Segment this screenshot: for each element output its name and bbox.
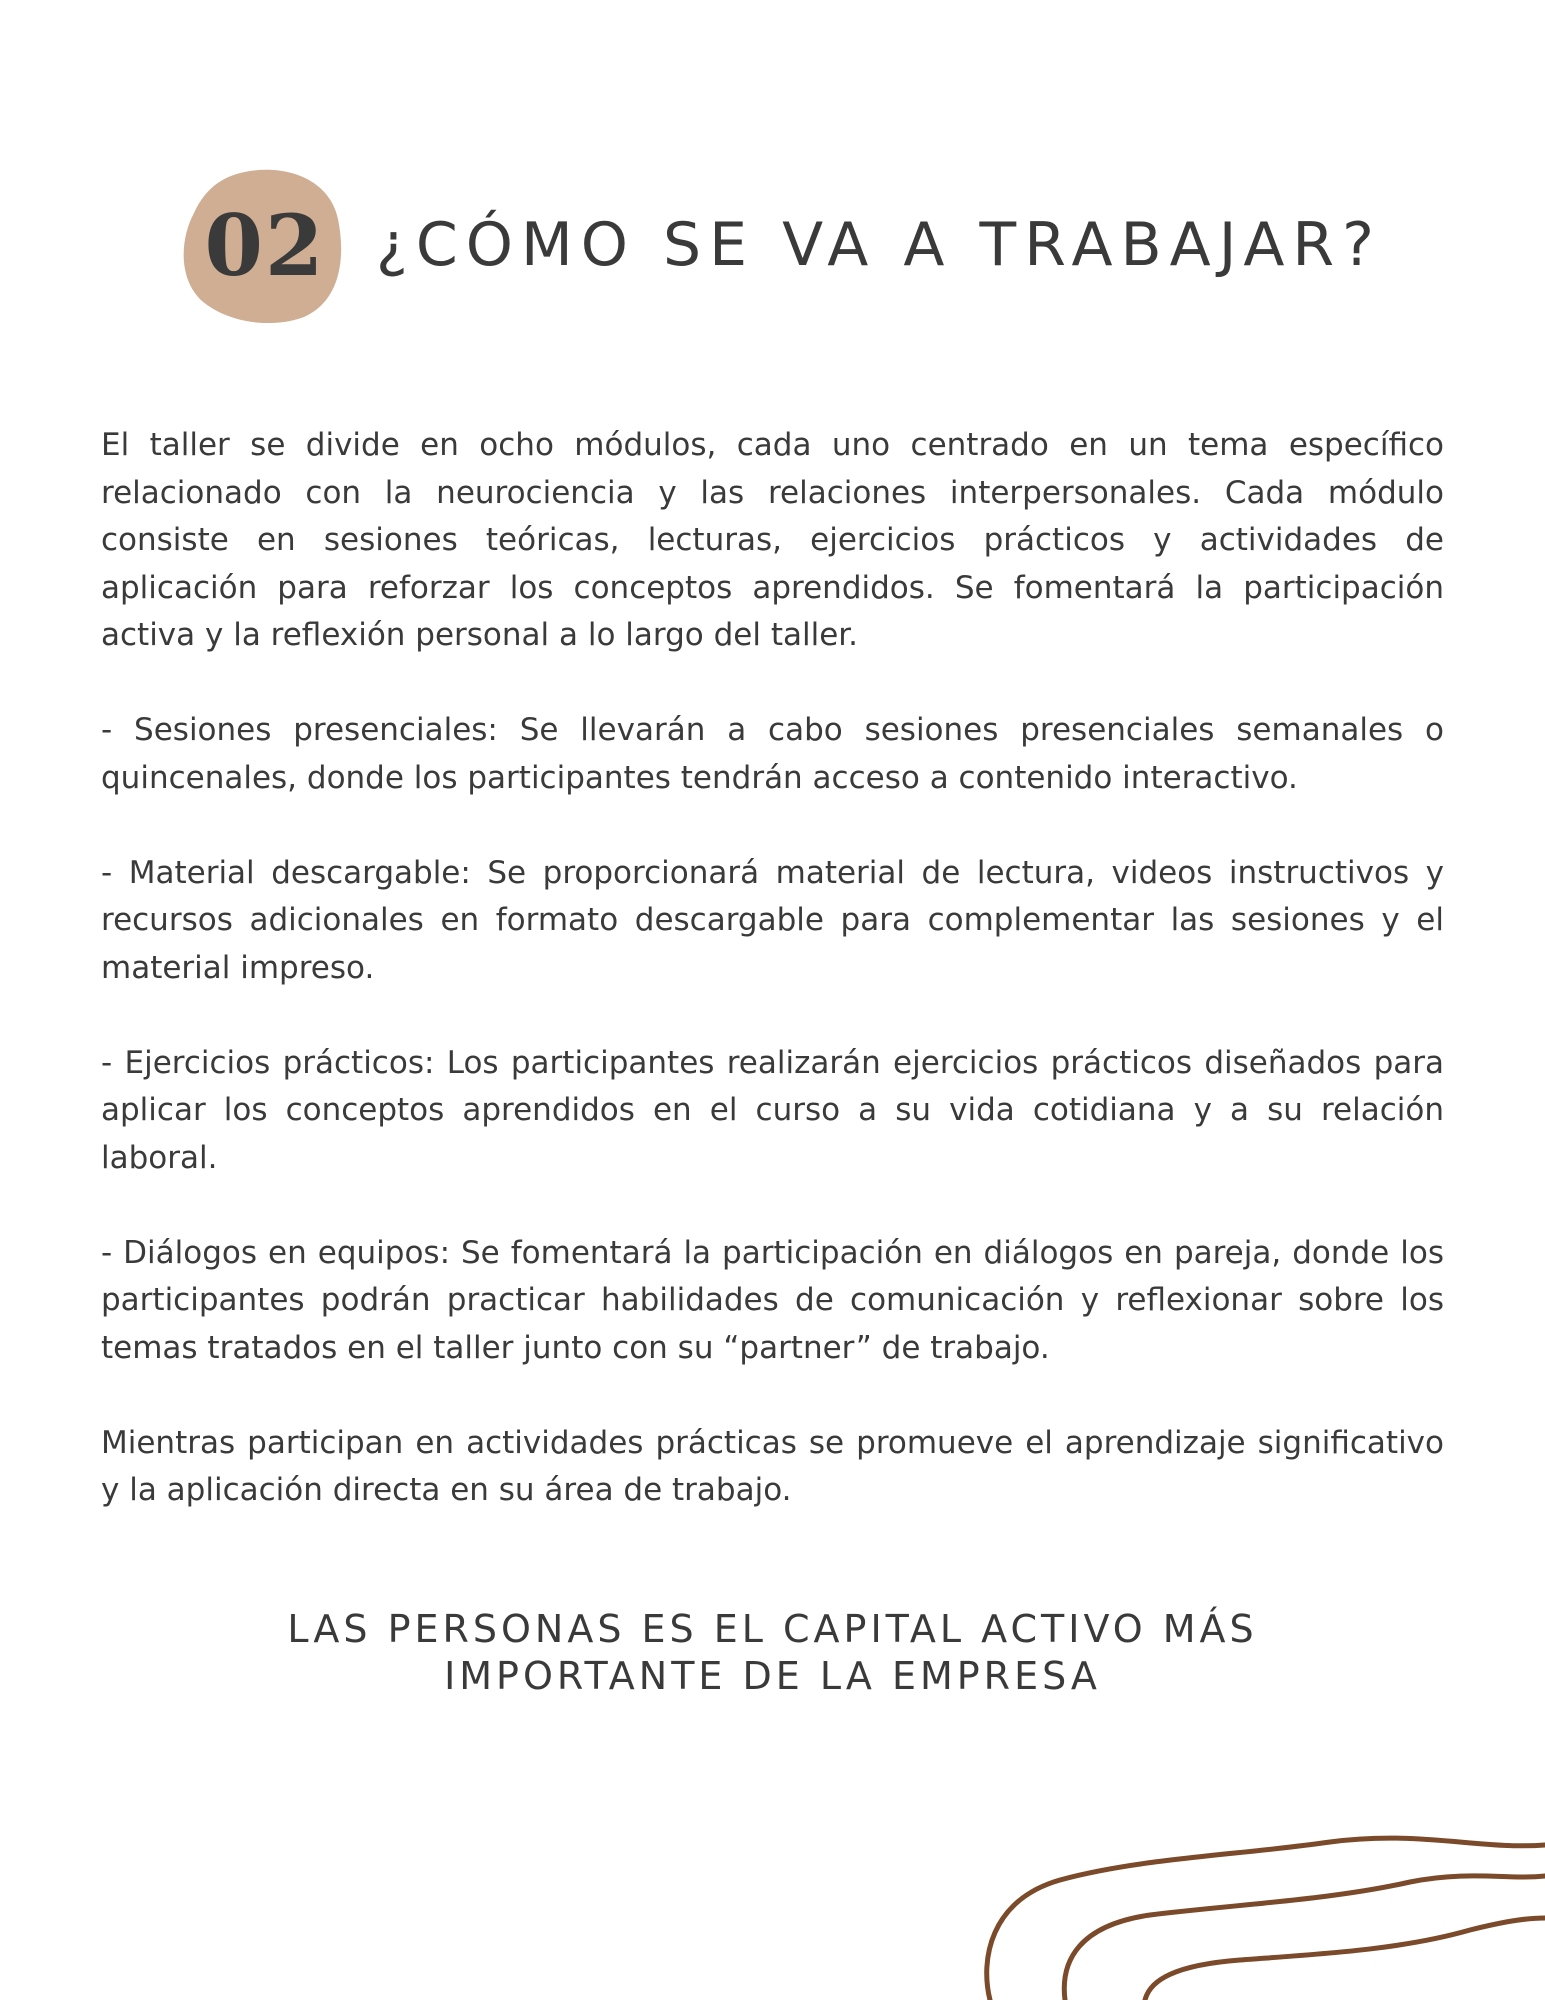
section-header <box>180 165 1382 325</box>
wave-line-inner <box>1145 1918 1545 2000</box>
closing-paragraph: Mientras participan en actividades prácticas se promueve el aprendizaje significativo y la aplicación directa en su área de trabajo. <box>101 1424 1444 1508</box>
quote-line-2: IMPORTANTE DE LA EMPRESA <box>444 1654 1101 1698</box>
section-number-badge <box>180 167 344 323</box>
bullet-sesiones-presenciales: - Sesiones presenciales: Se llevarán a cabo sesiones presenciales semanales o quincenales, donde los participantes tendrán acceso a contenido interactivo. <box>101 712 1444 796</box>
wave-line-outer <box>987 1838 1545 2000</box>
bullet-ejercicios-practicos: - Ejercicios prácticos: Los participantes realizarán ejercicios prácticos diseñados para aplicar los conceptos aprendidos en el curso a su vida cotidiana y a su relación laboral. <box>101 1044 1444 1176</box>
closing-quote <box>220 1606 1325 1700</box>
body-text <box>101 422 1444 1515</box>
wave-line-middle <box>1064 1876 1545 2000</box>
page-title: ¿CÓMO SE VA A TRABAJAR? <box>376 210 1382 280</box>
section-number: 02 <box>204 195 326 295</box>
quote-line-1: LAS PERSONAS ES EL CAPITAL ACTIVO MÁS <box>287 1607 1258 1651</box>
intro-paragraph: El taller se divide en ocho módulos, cada uno centrado en un tema específico relacionado con la neurociencia y las relaciones interpersonales. Cada módulo consiste en sesiones teóricas, lecturas, ejercicios prácticos y actividades de aplicación para reforzar los conceptos aprendidos. Se fomentará la participación activa y la reflexión personal a lo largo del taller. <box>101 427 1444 653</box>
bullet-material-descargable: - Material descargable: Se proporcionará material de lectura, videos instructivos y recursos adicionales en formato descargable para complementar las sesiones y el material impreso. <box>101 854 1444 986</box>
bullet-dialogos-en-equipos: - Diálogos en equipos: Se fomentará la participación en diálogos en pareja, donde los participantes podrán practicar habilidades de comunicación y reflexionar sobre los temas tratados en el taller junto con su “partner” de trabajo. <box>101 1234 1444 1366</box>
